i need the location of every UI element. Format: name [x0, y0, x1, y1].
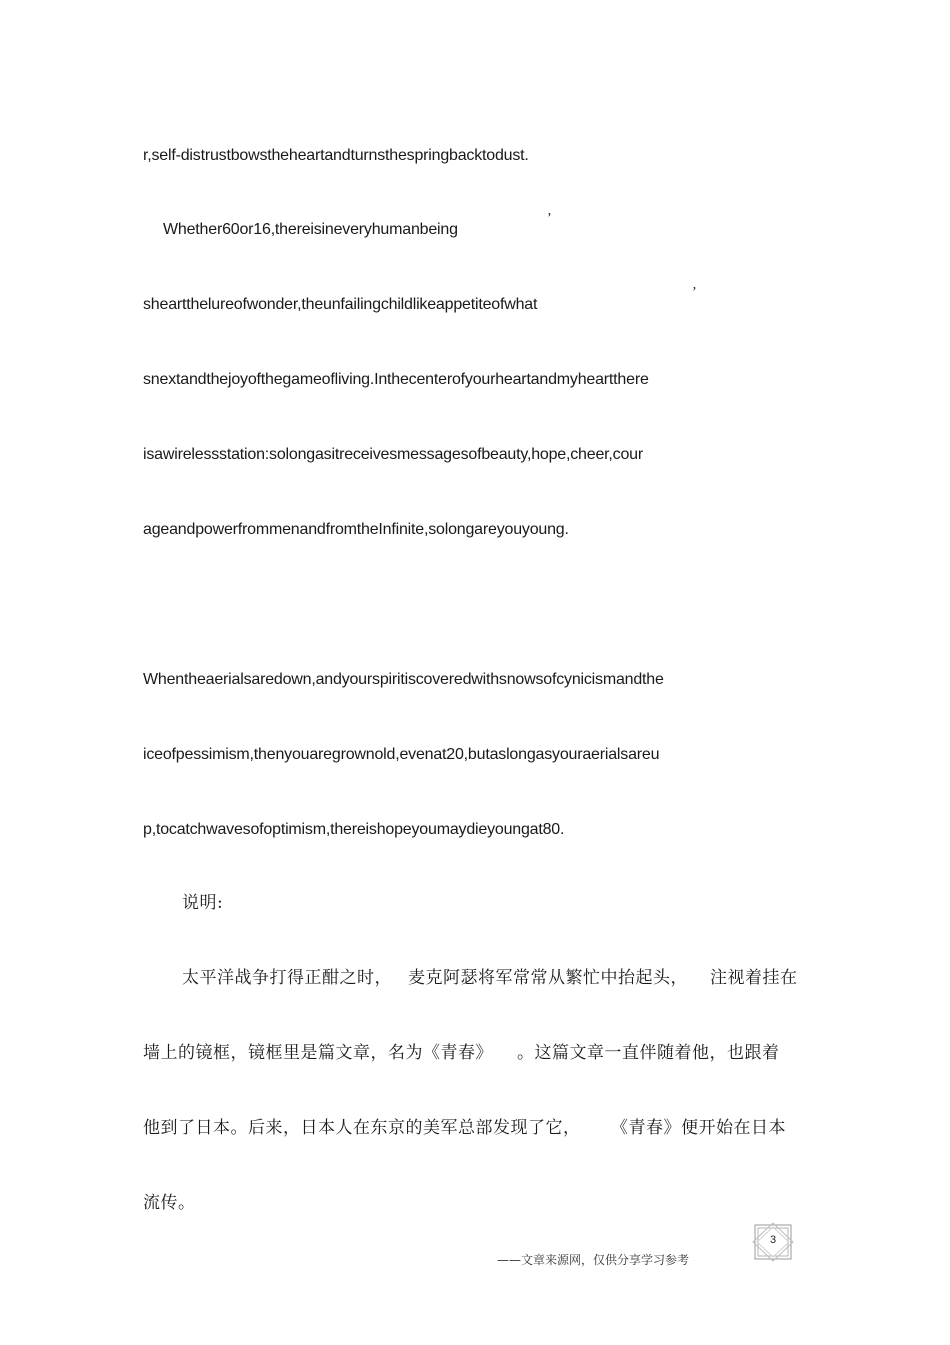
text-line-9: p,tocatchwavesofoptimism,thereishopeyoumaydieyoungat80. [143, 821, 565, 838]
text-line-5: isawirelessstation:solongasitreceivesmessagesofbeauty,hope,cheer,cour [143, 446, 643, 463]
text-line-4: snextandthejoyofthegameofliving.Inthecenterofyourheartandmyheartthere [143, 371, 649, 388]
cjk-line-3-part-2: 《青春》便开始在日本 [611, 1118, 786, 1138]
cjk-line-2-part-1: 墙上的镜框，镜框里是篇文章，名为《青春》 [143, 1043, 493, 1063]
cjk-line-3-part-1: 他到了日本。后来，日本人在东京的美军总部发现了它， [143, 1118, 581, 1138]
footer-note: ——文章来源网，仅供分享学习参考 [497, 1253, 690, 1267]
text-line-2: Whether60or16,thereisineveryhumanbeing [163, 221, 458, 238]
cjk-line-2-part-2: 。这篇文章一直伴随着他，也跟着 [517, 1043, 780, 1063]
page-number-badge [751, 1222, 795, 1262]
text-line-6: ageandpowerfrommenandfromtheInfinite,solongareyouyoung. [143, 521, 569, 538]
cjk-line-1-part-1: 太平洋战争打得正酣之时， [182, 968, 392, 988]
note-label: 说明: [182, 893, 224, 913]
text-line-3: sheartthelureofwonder,theunfailingchildlikeappetiteofwhat [143, 296, 538, 313]
text-line-1: r,self-distrustbowstheheartandturnsthespringbacktodust. [143, 147, 529, 164]
apostrophe-mark-1: ’ [547, 211, 552, 226]
apostrophe-mark-2: ’ [692, 285, 697, 300]
page-number: 3 [769, 1234, 777, 1246]
cjk-line-1-part-2: 麦克阿瑟将军常常从繁忙中抬起头， [408, 968, 688, 988]
text-line-8: iceofpessimism,thenyouaregrownold,evenat20,butaslongasyouraerialsareu [143, 746, 660, 763]
cjk-line-4: 流传。 [143, 1193, 196, 1213]
text-line-7: Whentheaerialsaredown,andyourspiritiscoveredwithsnowsofcynicismandthe [143, 671, 664, 688]
cjk-line-1-part-3: 注视着挂在 [710, 968, 798, 988]
